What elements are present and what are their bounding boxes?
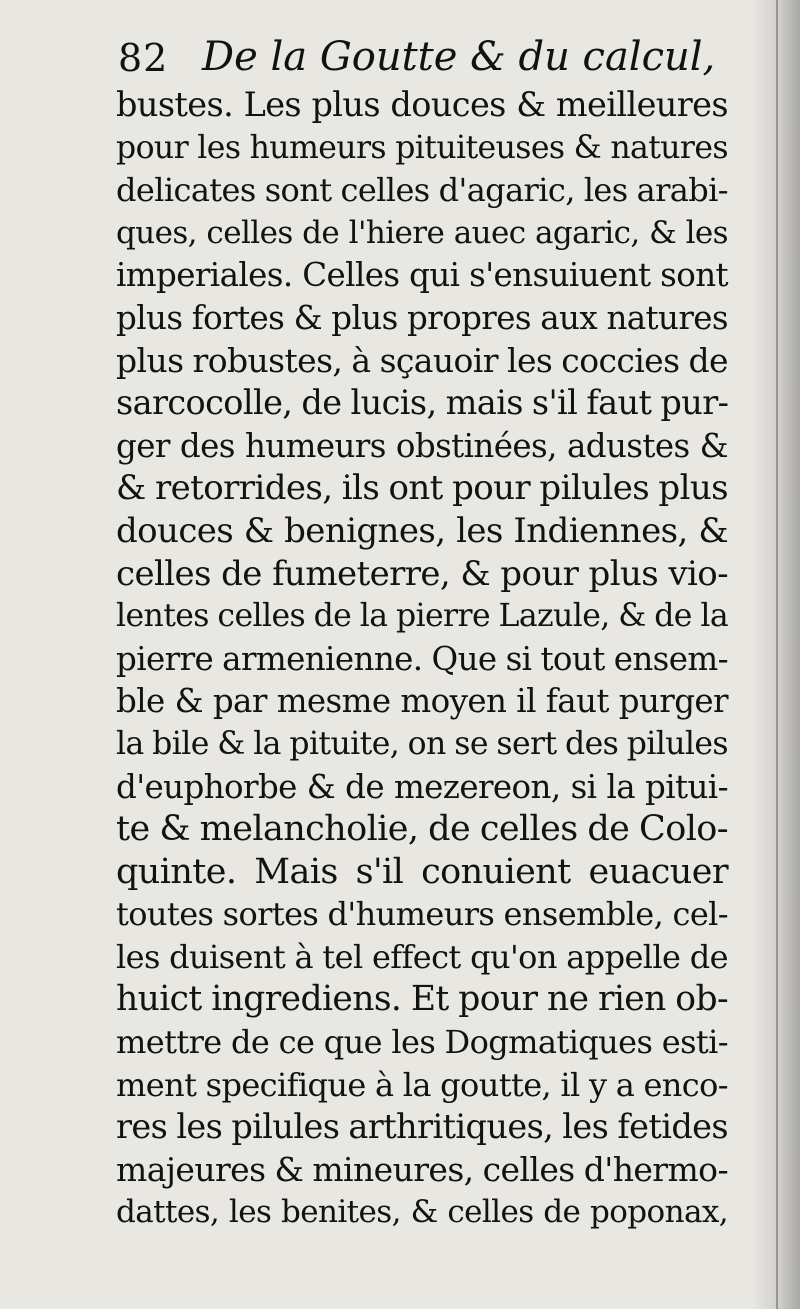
page-edge-line: [776, 0, 778, 1309]
text-line: d'euphorbe & de mezereon, si la pitui-: [116, 767, 728, 806]
text-line: plus robustes, à sçauoir les coccies de: [116, 340, 728, 380]
text-line: la bile & la pituite, on se sert des pilules: [116, 725, 728, 762]
text-line: majeures & mineures, celles d'hermo-: [116, 1149, 728, 1189]
text-line: imperiales. Celles qui s'ensuiuent sont: [116, 256, 728, 295]
running-title: De la Goutte & du calcul,: [202, 34, 716, 80]
text-line: res les pilules arthritiques, les fetides: [116, 1107, 728, 1147]
body-text: [116, 84, 728, 1234]
text-line: celles de fumeterre, & pour plus vio-: [116, 553, 728, 594]
text-line: pour les humeurs pituiteuses & natures: [116, 129, 728, 166]
page-header: [110, 28, 716, 88]
text-line: ment specifique à la goutte, il y a enco-: [116, 1065, 728, 1104]
text-line: pierre armenienne. Que si tout ensem-: [116, 639, 728, 678]
text-line: te & melancholie, de celles de Colo-: [116, 809, 728, 850]
text-line: quinte. Mais s'il conuient euacuer: [116, 851, 728, 892]
text-line: mettre de ce que les Dogmatiques esti-: [116, 1023, 728, 1062]
text-line: & retorrides, ils ont pour pilules plus: [116, 468, 728, 509]
text-line: delicates sont celles d'agaric, les arabi-: [116, 171, 728, 210]
page-number: 82: [118, 36, 169, 80]
text-line: sarcocolle, de lucis, mais s'il faut pur-: [116, 383, 729, 423]
text-line: huict ingrediens. Et pour ne rien ob-: [116, 979, 728, 1020]
text-line: lentes celles de la pierre Lazule, & de la: [116, 598, 728, 635]
text-line: plus fortes & plus propres aux natures: [116, 298, 728, 337]
text-line: ble & par mesme moyen il faut purger: [116, 682, 728, 721]
text-line: bustes. Les plus douces & meilleures: [116, 85, 728, 124]
text-line: ger des humeurs obstinées, adustes &: [116, 426, 728, 465]
text-line: toutes sortes d'humeurs ensemble, cel-: [116, 895, 728, 934]
text-line: dattes, les benites, & celles de poponax,: [116, 1194, 728, 1231]
text-line: ques, celles de l'hiere auec agaric, & les: [116, 214, 728, 251]
text-line: les duisent à tel effect qu'on appelle de: [116, 937, 728, 976]
text-line: douces & benignes, les Indiennes, &: [116, 510, 728, 551]
